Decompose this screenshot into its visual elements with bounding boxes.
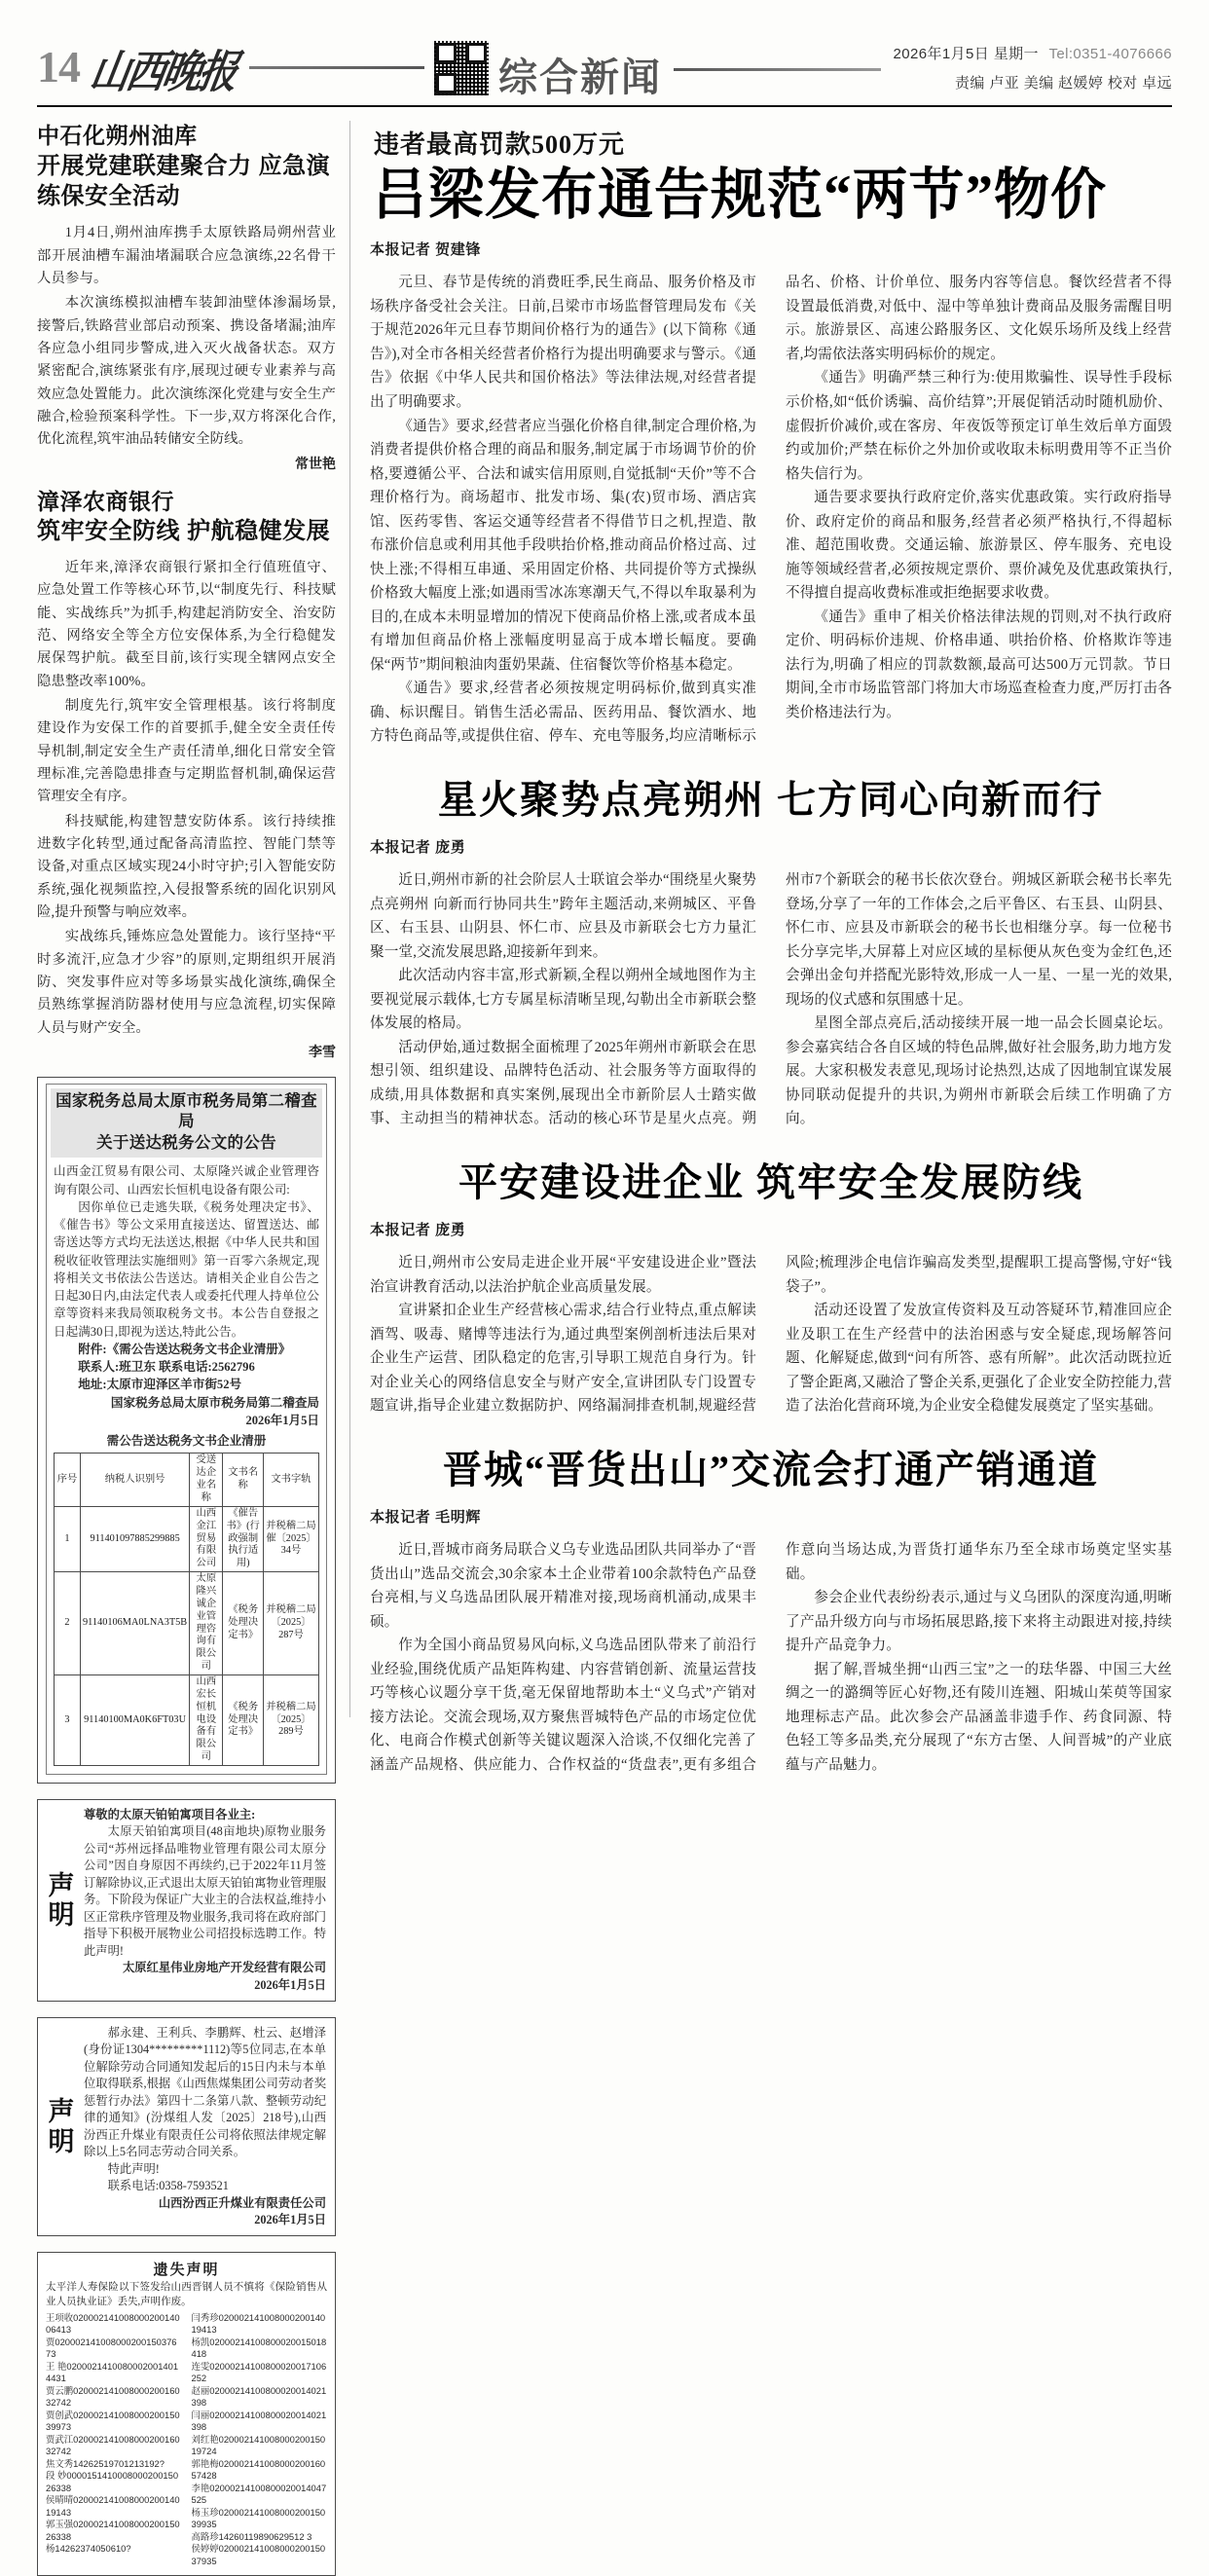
paragraph: 近日,朔州市公安局走进企业开展“平安建设进企业”暨法治宣讲教育活动,以法治护航企业高质量发展。 [370,1255,756,1295]
telephone: Tel:0351-4076666 [1048,46,1172,62]
cell-taxpayer-id: 91140100MA0K6FT03U [81,1674,190,1765]
column-header: 文书字轨 [263,1454,318,1506]
list-item: 杨凯02000214100800020015018418 [191,2336,327,2360]
statement-signer: 山西汾西正升煤业有限责任公司 [158,2195,326,2210]
headline-line-2: 筑牢安全防线 护航稳健发展 [37,518,331,545]
list-item: 焦文秀14262519701213192? [46,2457,165,2469]
article-headline [37,487,336,547]
notice-date: 2026年1月5日 [245,1413,319,1427]
cell-index: 3 [55,1674,81,1765]
paragraph: 此次活动内容丰富,形式新颖,全程以朔州全域地图作为主要视觉展示载体,七方专属星标清晰呈现,勾勒出全市新联会整体发展的格局。 [370,968,756,1032]
list-item: 闫秀珍02000214100800020014019413 [191,2311,326,2336]
list-item: 段 妙000015141000800020015026338 [46,2470,179,2493]
column-header: 纳税人识别号 [81,1454,190,1506]
article-author: 李雪 [309,1044,336,1060]
cell-index: 1 [55,1506,81,1571]
paragraph: 活动伊始,通过数据全面梳理了2025年朔州市新联会在思想引领、组织建设、品牌特色活动、社会服务等方面取得的成绩,用具体数据和真实案例,展现出全市新阶层人士踏实做事、主动担当的精神状态。活动的核心环节是星火点亮。朔州市7个新联会的秘书长依次登台。朔城区新联会秘书长率先登场,分享了一年的工作体会,之后平鲁区、右玉县、山阴县、怀仁市、应县及市新联会的秘书长也相继分享。每一位秘书长分享完毕,大屏幕上对应区域的星标便从灰色变为金红色,还会弹出金句并搭配光影特效,形成一人一星、一星一光的效果,现场的仪式感和氛围感十足。 [370,872,1172,1127]
list-item: 侯晴晴02000214100800020014019143 [46,2494,180,2518]
list-item: 王项收02000214100800020014006413 [46,2311,180,2336]
paragraph: 《通告》明确严禁三种行为:使用欺骗性、误导性手段标示价格,如“低价诱骗、高价结算”;开展促销活动时随机励价、虚假折价减价,或在客房、年夜饭等预定订单生效后单方面毁约或加价;严禁在标价之外加价或收取未标明费用等不正当价格失信行为。 [786,370,1172,482]
paragraph: 近日,晋城市商务局联合义乌专业选品团队共同举办了“晋货出山”选品交流会,30余家本土企业带着100余款特色产品登台亮相,与义乌选品团队展开精准对接,现场商机涌动,成果丰硕。 [370,1542,756,1630]
article-headline [37,121,336,212]
cell-company: 山西宏长恒机电设备有限公司 [190,1674,223,1765]
cell-company: 太原隆兴诚企业管理咨询有限公司 [190,1572,223,1675]
statement-label [47,2097,76,2155]
statement-content [84,1807,326,1994]
statement-heading: 尊敬的太原天铂铂寓项目各业主: [84,1807,256,1822]
article-headline: 平安建设进企业 筑牢安全发展防线 [458,1159,1083,1204]
lead-body [370,271,1172,748]
paragraph: 本次演练模拟油槽车装卸油壁体渗漏场景,接警后,铁路营业部启动预案、携设备堵漏;油库各应急小组同步警成,进入灭火战备状态。双方紧密配合,演练紧张有序,展现过硬专业素养与高效应急处置能力。此次演练深化党建与安全生产融合,检验预案科学性。下一步,双方将深化合作,优化流程,筑牢油品转储安全防线。 [37,295,336,448]
article-zhangze-bank [37,487,336,1061]
paragraph: 参会企业代表纷纷表示,通过与义乌团队的深度沟通,明晰了产品升级方向与市场拓展思路,接下来将主动跟进对接,持续提升产品竞争力。 [786,1590,1172,1654]
list-item: 贾创武02000214100800020015039973 [46,2409,180,2433]
table-row [55,1572,319,1675]
qr-code-icon[interactable] [434,41,489,95]
statement-date: 2026年1月5日 [254,2212,326,2226]
table-caption: 需公告送达税务文书企业清册 [106,1434,267,1449]
paragraph: 宣讲紧扣企业生产经营核心需求,结合行业特点,重点解读酒驾、吸毒、赌博等违法行为,通过典型案例剖析违法后果对企业生产运营、团队稳定的危害,引导职工规范自身行为。针对企业关心的网络信息安全与财产安全,宣讲团队专门设置专题宣讲,指导企业建立数据防护、网络漏洞排查机制,规避经营风险;梳理涉企电信诈骗高发类型,提醒职工提高警惕,守好“钱袋子”。 [370,1255,1172,1415]
left-column [37,121,350,2566]
paragraph: 星图全部点亮后,活动接续开展一地一品会长圆桌论坛。参会嘉宾结合各自区域的特色品牌,做好社会服务,助力地方发展。大家积极发表意见,现场讨论热烈,达成了因地制宜谋发展协同联动促提升的共识,为朔州市新联会后续工作明确了方向。 [786,1015,1172,1127]
list-item: 郭艳梅02000214100800020016057428 [191,2457,326,2482]
list-item: 郭玉强02000214100800020015026338 [46,2519,180,2542]
paragraph: 《通告》要求,经营者必须按规定明码标价,做到真实准确、标识醒目。销售生活必需品、医药用品、餐饮酒水、地方特色商品等,或提供住宿、停车、充电等服务,均应清晰标示品名、价格、计价单位、服务内容等信息。餐饮经营者不得设置最低消费,对低中、湿中等单独计费商品及服务需醒目明示。旅游景区、高速公路服务区、文化娱乐场所及线上经营者,均需依法落实明码标价的规定。 [370,275,1172,745]
list-item: 贾云鹏02000214100800020016032742 [46,2384,180,2409]
masthead [37,27,1172,103]
paragraph: 作为全国小商品贸易风向标,义乌选品团队带来了前沿行业经验,围绕优质产品矩阵构建、内容营销创新、流量运营技巧等核心议题分享干货,毫无保留地帮助本土“义乌式”产销对接方法论。交流会现场,双方聚焦晋城特色产品的市场定位优化、电商合作模式创新等关键议题深入洽谈,不仅细化完善了涵盖产品规格、供应能力、合作权益的“货盘表”,更有多组合作意向当场达成,为晋货打通华东乃至全球市场奠定坚实基础。 [370,1542,1172,1773]
table-header-row [55,1454,319,1506]
statement-signer: 太原红星伟业房地产开发经营有限公司 [122,1961,326,1975]
list-item: 高路珍14260119890629512 3 [191,2530,312,2542]
paragraph: 近日,朔州市新的社会阶层人士联谊会举办“围绕星火聚势点亮朔州 向新而行协同共生”跨年主题活动,来朔城区、平鲁区、右玉县、山阴县、怀仁市、应县及市新联会七方力量汇聚一堂,交流发展思路,迎接新年到来。 [370,872,756,960]
statement-label-char-2: 明 [48,1899,75,1930]
statement-text: 太原天铂铂寓项目(48亩地块)原物业服务公司“苏州远择品唯物业管理有限公司太原分公司”因自身原因不再续约,已于2022年11月签订解除协议,正式退出太原天铂铂寓物业管理服务。下阶段为保证广大业主的合法权益,维持小区正常秩序管理及物业服务,我司将在政府部门指导下积极开展物业公司招投标选聘工作。特此声明! [84,1824,327,1958]
statement-tel: 联系电话:0358-7593521 [107,2179,229,2193]
date-text: 2026年1月5日 星期一 [893,46,1039,62]
article-sinopec-shuozhou [37,121,336,473]
list-item: 杨14262374050610? [46,2543,131,2555]
cell-doc-number: 并税稽二局〔2025〕287号 [263,1572,318,1675]
paragraph: 元旦、春节是传统的消费旺季,民生商品、服务价格及市场秩序备受社会关注。日前,吕梁市市场监督管理局发布《关于规范2026年元旦春节期间价格行为的通告》(以下简称《通告》),对全市各相关经营者价格行为提出明确要求与警示。《通告》依据《中华人民共和国价格法》等法律法规,对经营者提出了明确要求。 [370,275,756,410]
page-number: 14 [37,42,80,92]
cell-doc-name: 《税务处理决定书》 [223,1674,263,1765]
list-item: 杨玉珍02000214100800020015039935 [191,2506,326,2530]
statement-content [84,2025,326,2228]
statement-text: 郝永建、王利兵、李鹏辉、杜云、赵增泽(身份证1304*********1112)等5位同志,在本单位解除劳动合同通知发起后的15日内未与本单位取得联系,根据《山西焦煤集团公司劳动者奖惩暂行办法》第四十二条第八款、整顿劳动纪律的通知》(汾煤组人发〔2025〕218号),山西汾西正升煤业有限责任公司将依照法律规定解除以上5名同志劳动合同关系。 [84,2025,327,2159]
statement-label-char-1: 声 [48,2097,75,2127]
article-headline: 晋城“晋货出山”交流会打通产销通道 [443,1447,1099,1491]
paragraph: 科技赋能,构建智慧安防体系。该行持续推进数字化转型,通过配备高清监控、智能门禁等设备,对重点区域实现24小时守护;引入智能安防系统,强化视频监控,入侵报警系统的固化识别风险,提升预警与响应效率。 [37,813,336,921]
article-author: 常世艳 [295,455,336,471]
notice-title [51,1088,322,1158]
column-header: 受送达企业名称 [190,1454,223,1506]
cell-company: 山西金江贸易有限公司 [190,1506,223,1571]
lead-headline: 吕梁发布通告规范“两节”物价 [372,165,1107,226]
notice-addressees: 山西金江贸易有限公司、太原隆兴诚企业管理咨询有限公司、山西宏长恒机电设备有限公司: [54,1164,319,1196]
lost-certificate-list [46,2312,327,2568]
paragraph: 制度先行,筑牢安全管理根基。该行将制度建设作为安保工作的首要抓手,健全安全责任传导机制,制定安全生产责任清单,细化日常安全管理标准,完善隐患排查与定期监督机制,确保运营管理安全有序。 [37,698,336,805]
list-item: 连雯02000214100800020017106252 [191,2360,327,2384]
article-body [370,1251,1172,1418]
paragraph: 近年来,漳泽农商银行紧扣全行值班值守、应急处置工作等核心环节,以“制度先行、科技赋能、实战练兵”为抓手,构建起消防安全、治安防范、网络安全等全方位安保体系,为全行稳健发展保驾护航。截至目前,该行实现全辖网点安全隐患整改率100%。 [37,560,336,689]
list-item: 贾02000214100800020015037673 [46,2336,177,2360]
masthead-rule-left [249,66,424,69]
notice-inner-frame [46,1084,327,1775]
tax-document-table [54,1453,319,1766]
notice-title-line-1: 国家税务总局太原市税务局第二稽查局 [55,1092,317,1131]
list-item: 侯婷婷02000214100800020015037935 [191,2543,326,2566]
tax-bureau-notice [37,1077,336,1784]
main-column [350,121,1172,1773]
lead-kicker: 违者最高罚款500万元 [374,130,626,159]
lost-notice-title: 遗失声明 [153,2262,220,2279]
article-headline: 星火聚势点亮朔州 七方同心向新而行 [438,777,1104,822]
page-content [37,121,1172,2566]
paragraph: 《通告》要求,经营者应当强化价格自律,制定合理价格,为消费者提供价格合理的商品和服务,制定属于市场调节价的价格,要遵循公平、合法和诚实信用原则,自觉抵制“天价”等不合理价格行为。商场超市、批发市场、集(农)贸市场、酒店宾馆、医药零售、客运交通等经营者不得借节日之机,捏造、散布涨价信息或利用其他手段哄抬价格,推动商品价格过高、过快上涨;不得相互串通、采用固定价格、共同提价等方式操纵价格致大幅度上涨;如遇雨雪冰冻寒潮天气,不得以牟取暴利为目的,在成本未明显增加的情况下使商品价格上涨,或者成本虽有增加但商品价格上涨幅度明显高于成本增长幅度。要确保“两节”期间粮油肉蛋奶果蔬、住宿餐饮等价格基本稳定。 [370,418,756,673]
statement-label-char-2: 明 [48,2126,75,2156]
article-body [370,868,1172,1131]
statement-notice-property [37,1799,336,2002]
lost-notice-subtitle: 太平洋人寿保险以下签发给山西晋钢人员不慎将《保险销售从业人员执业证》丢失,声明作废。 [46,2282,327,2308]
cell-index: 2 [55,1572,81,1675]
paragraph: 通告要求要执行政府定价,落实优惠政策。实行政府指导价、政府定价的商品和服务,经营者必须严格执行,不得超标准、超范围收费。交通运输、旅游景区、停车服务、充电设施等领域经营者,必须按规定票价、票价减免及优惠政策执行,不得擅自提高收费标准或拒绝据要求收费。 [786,490,1172,602]
masthead-divider [37,105,1172,107]
article-jincheng-jinhuo [370,1448,1172,1778]
paragraph: 实战练兵,锤炼应急处置能力。该行坚持“平时多流汗,应急才少容”的原则,定期组织开展消防、突发事件应对等多场景实战化演练,确保全员熟练掌握消防器材使用与应急流程,切实保障人员与财产安全。 [37,929,336,1036]
list-item: 赵丽02000214100800020014021398 [191,2384,327,2409]
notice-attachment: 附件:《需公告送达税务文书企业清册》 [78,1342,291,1356]
paper-logo: 山西晚报 [86,47,239,97]
article-reporter: 本报记者 庞勇 [370,1222,466,1239]
paragraph: 活动还设置了发放宣传资料及互动答疑环节,精准回应企业及职工在生产经营中的法治困惑与安全疑虑,现场解答问题、化解疑虑,做到“问有所答、惑有所解”。此次活动既拉近了警企距离,又融洽了警企关系,更强化了企业安全防控能力,营造了法治化营商环境,为企业安全稳健发展奠定了坚实基础。 [786,1303,1172,1415]
statement-notice-coal [37,2017,336,2236]
table-row [55,1674,319,1765]
article-body [370,1538,1172,1777]
list-item: 刘红艳02000214100800020015019724 [191,2433,326,2457]
notice-signer: 国家税务总局太原市税务局第二稽查局 [110,1395,319,1410]
list-item: 贾武江02000214100800020016032742 [46,2433,180,2457]
column-header: 序号 [55,1454,81,1506]
statement-label [47,1871,76,1930]
cell-doc-name: 《税务处理决定书》 [223,1572,263,1675]
notice-contact: 联系人:班卫东 联系电话:2562796 [78,1360,255,1375]
staff-credits: 责编 卢亚 美编 赵媛婷 校对 卓远 [954,75,1172,92]
lead-reporter: 本报记者 贺建锋 [370,241,481,259]
publication-date [893,43,1172,63]
column-header: 文书名称 [223,1454,263,1506]
paragraph: 据了解,晋城坐拥“山西三宝”之一的珐华器、中国三大丝绸之一的潞绸等匠心好物,还有陵川连翘、阳城山茱萸等国家地理标志产品。此次参会产品涵盖非遗手作、药食同源、特色轻工等多品类,充分展现了“东方古堡、人间晋城”的产业底蕴与产品魅力。 [786,1661,1172,1773]
article-xinghuo-shuozhou [370,778,1172,1131]
lost-certificate-notice [37,2252,336,2576]
section-title: 综合新闻 [498,55,662,99]
statement-declare: 特此声明! [107,2161,160,2176]
article-reporter: 本报记者 庞勇 [370,839,466,857]
masthead-rule-right [674,68,881,71]
cell-doc-number: 并税稽二局催〔2025〕34号 [263,1506,318,1571]
paragraph: 1月4日,朔州油库携手太原铁路局朔州营业部开展油槽车漏油堵漏联合应急演练,22名骨干人员参与。 [37,225,336,287]
headline-line-2: 开展党建联建聚合力 应急演练保安全活动 [37,152,331,210]
cell-taxpayer-id: 911401097885299885 [81,1506,190,1571]
notice-body: 因你单位已走逃失联,《税务处理决定书》、《催告书》等公文采用直接送达、留置送达、邮寄送达等方式均无法送达,根据《中华人民共和国税收征收管理法实施细则》第一百零六条规定,现将相关文书依法公告送达。请相关企业自公告之日起30日内,由法定代表人或委托代理人持单位公章等资料来我局领取税务文书。本公告自登报之日起满30日,即视为送达,特此公告。 [54,1199,319,1339]
list-item: 王 艳02000214100800020014014431 [46,2360,179,2384]
cell-doc-name: 《催告书》(行政强制执行适用) [223,1506,263,1571]
list-item: 李艳02000214100800020014047525 [191,2482,327,2506]
article-reporter: 本报记者 毛明辉 [370,1509,481,1527]
headline-line-1: 漳泽农商银行 [37,488,174,514]
lead-article [370,125,1172,749]
list-item: 闫丽02000214100800020014021398 [191,2409,327,2433]
cell-taxpayer-id: 91140106MA0LNA3T5B [81,1572,190,1675]
statement-date: 2026年1月5日 [254,1977,326,1992]
notice-address: 地址:太原市迎泽区羊市街52号 [78,1378,242,1392]
paragraph: 《通告》重申了相关价格法律法规的罚则,对不执行政府定价、明码标价违规、价格串通、哄抬价格、价格欺诈等违法行为,明确了相应的罚款数额,最高可达500万元罚款。节日期间,全市市场监管部门将加大市场巡查检查力度,严厉打击各类价格违法行为。 [786,608,1172,720]
notice-title-line-2: 关于送达税务公文的公告 [96,1133,276,1152]
masthead-meta [893,43,1172,92]
table-row [55,1506,319,1571]
cell-doc-number: 并税稽二局〔2025〕289号 [263,1674,318,1765]
statement-label-char-1: 声 [48,1870,75,1900]
headline-line-1: 中石化朔州油库 [37,123,198,148]
article-pingan-construction [370,1160,1172,1418]
